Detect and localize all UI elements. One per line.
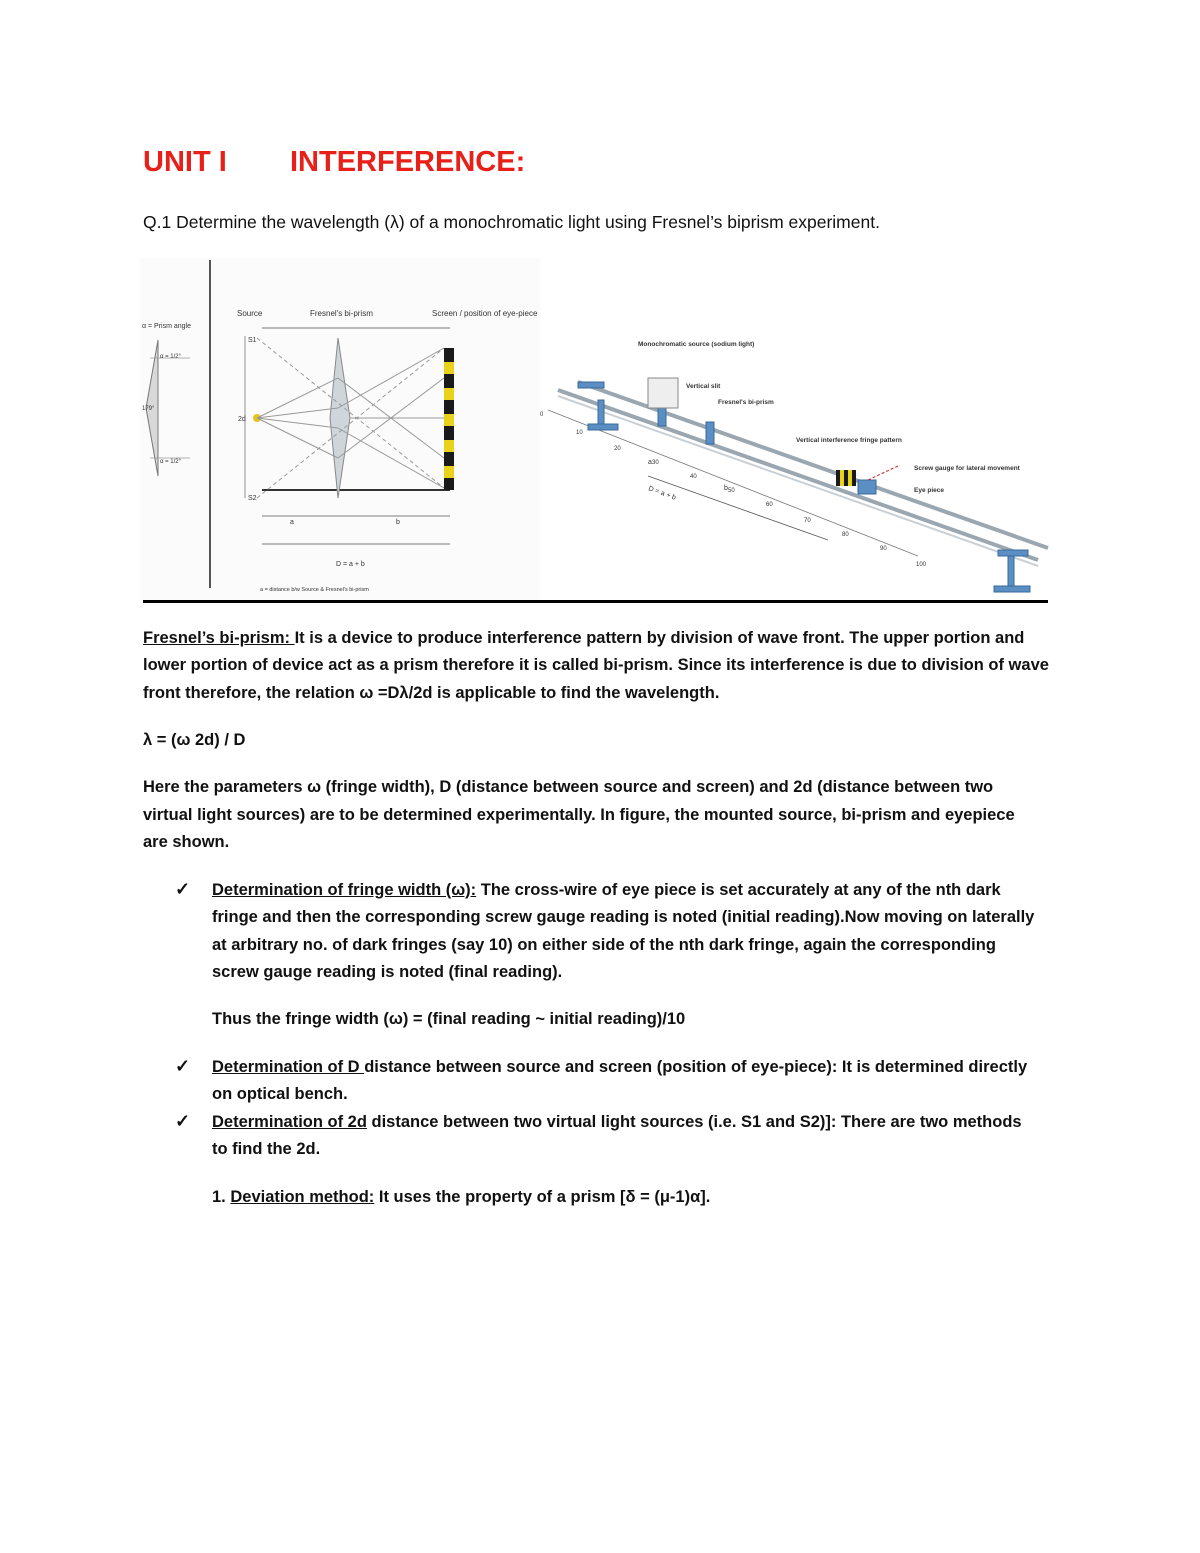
- 2d-label: 2d: [238, 416, 246, 423]
- wavelength-formula: λ = (ω 2d) / D: [143, 731, 246, 749]
- screw-gauge-label: Screw gauge for lateral movement: [914, 465, 1020, 472]
- bench-biprism-label: Fresnel's bi-prism: [718, 399, 774, 406]
- bench-fringes: [836, 470, 856, 486]
- D-label: D = a + b: [336, 561, 365, 568]
- deviation-term: Deviation method:: [230, 1188, 375, 1206]
- bench-D-label: D = a + b: [647, 485, 677, 502]
- bullet1-line-4: screw gauge reading is noted (final reading).: [212, 963, 563, 981]
- scale-40: 40: [690, 474, 697, 480]
- definition-line-1: Fresnel’s bi-prism: It is a device to produce interference pattern by division of wave front. The upper portion and: [143, 629, 1025, 647]
- bullet1-line-3: at arbitrary no. of dark fringes (say 10) on either side of the nth dark fringe, again the corresponding: [212, 936, 996, 954]
- source-label: Source: [237, 309, 263, 318]
- unit-label: UNIT I: [143, 146, 227, 178]
- alpha-top-label: α = 1/2°: [160, 354, 182, 360]
- scale-20: 20: [614, 446, 621, 452]
- b-label: b: [396, 519, 400, 526]
- bullet2-term: Determination of D: [212, 1058, 365, 1076]
- scale-70: 70: [804, 518, 811, 524]
- distance-note: a = distance b/w Source & Fresnel's bi-prism: [260, 587, 369, 593]
- s1-label: S1: [248, 337, 257, 344]
- check-icon: ✓: [175, 1111, 191, 1131]
- prism-angle-label: α = Prism angle: [142, 323, 191, 330]
- scale-10: 10: [576, 430, 583, 436]
- bullet3-line-1: Determination of 2d distance between two virtual light sources (i.e. S1 and S2)]: There are two methods: [212, 1113, 1022, 1131]
- scale-50: 50: [728, 488, 735, 494]
- mono-source-label: Monochromatic source (sodium light): [638, 341, 755, 348]
- horizontal-rule: [143, 600, 1048, 603]
- biprism-label: Fresnel's bi-prism: [310, 309, 373, 318]
- bullet2-line-1: Determination of D distance between source and screen (position of eye-piece): It is determined directly: [212, 1058, 1028, 1076]
- scale-100: 100: [916, 562, 927, 568]
- bullet1-line-1: Determination of fringe width (ω): The cross-wire of eye piece is set accurately at any of the nth dark: [212, 881, 1001, 899]
- source-stand: [658, 406, 666, 426]
- unit-title: INTERFERENCE:: [290, 146, 526, 178]
- bench-a-label: a: [648, 459, 652, 466]
- biprism-stand: [706, 422, 714, 444]
- bench-b-label: b: [724, 485, 728, 492]
- scale-0: 0: [540, 412, 544, 418]
- stand-left: [578, 382, 604, 388]
- fringe-width-formula: Thus the fringe width (ω) = (final reading ~ initial reading)/10: [212, 1010, 686, 1028]
- alpha-bottom-label: α = 1/2°: [160, 459, 182, 465]
- screen-label: Screen / position of eye-piece: [432, 309, 538, 318]
- definition-line-3: front therefore, the relation ω =Dλ/2d is applicable to find the wavelength.: [143, 684, 720, 702]
- unit-heading: [143, 146, 526, 179]
- s2-label: S2: [248, 495, 257, 502]
- scale-90: 90: [880, 546, 887, 552]
- definition-line-2: lower portion of device act as a prism therefore it is called bi-prism. Since its interference is due to division of wave: [143, 656, 1049, 674]
- question-text: Q.1 Determine the wavelength (λ) of a monochromatic light using Fresnel’s biprism experiment.: [143, 212, 880, 232]
- lamp-box: [648, 378, 678, 408]
- stand-right: [998, 550, 1028, 556]
- parameters-line-3: are shown.: [143, 833, 230, 851]
- bullet3-line-2: to find the 2d.: [212, 1140, 321, 1158]
- apex-label: 179°: [142, 406, 155, 412]
- biprism-term: Fresnel’s bi-prism:: [143, 629, 295, 647]
- eyepiece-label: Eye piece: [914, 487, 944, 494]
- bullet2-line-2: on optical bench.: [212, 1085, 348, 1103]
- scale-80: 80: [842, 532, 849, 538]
- check-icon: ✓: [175, 1056, 191, 1076]
- a-label: a: [290, 519, 294, 526]
- biprism-ray-diagram: [140, 258, 540, 600]
- check-icon: ✓: [175, 879, 191, 899]
- eyepiece-block: [858, 480, 876, 494]
- slit-label: Vertical slit: [686, 383, 721, 390]
- fringe-pattern-label: Vertical interference fringe pattern: [796, 437, 902, 444]
- deviation-method: 1. Deviation method: It uses the property of a prism [δ = (μ-1)α].: [212, 1188, 711, 1206]
- parameters-line-1: Here the parameters ω (fringe width), D (distance between source and screen) and 2d (distance between two: [143, 778, 994, 796]
- bullet3-term: Determination of 2d: [212, 1113, 367, 1131]
- parameters-line-2: virtual light sources) are to be determined experimentally. In figure, the mounted source, bi-prism and eyepiece: [143, 806, 1015, 824]
- bullet1-term: Determination of fringe width (ω):: [212, 881, 477, 899]
- scale-30: 30: [652, 460, 659, 466]
- bullet1-line-2: fringe and then the corresponding screw gauge reading is noted (initial reading).Now moving on laterally: [212, 908, 1035, 926]
- optical-bench-diagram: [538, 330, 1056, 602]
- scale-60: 60: [766, 502, 773, 508]
